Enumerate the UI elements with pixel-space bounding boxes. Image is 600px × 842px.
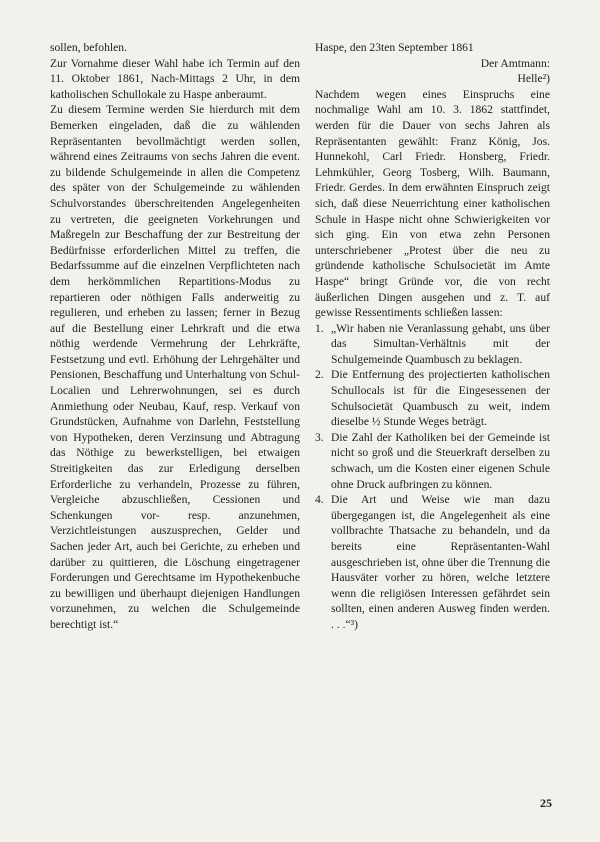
signature-name: Helle²): [517, 72, 550, 86]
list-item-text: „Wir haben nie Veranlassung gehabt, uns über das Simultan-Verhältnis mit der Schulgemeinde Quambusch zu beklagen.: [331, 321, 550, 366]
list-item-number: 1.: [315, 321, 324, 335]
signature-title: Der Amtmann:: [480, 56, 550, 70]
list-item: [315, 367, 550, 429]
list-item-text: Die Zahl der Katholiken bei der Gemeinde ist nicht so groß und die Steuerkraft derselben zu schwach, um die Kosten einer eigenen Schule ohne Druck aufbringen zu können.: [331, 430, 550, 491]
list-item: [315, 492, 550, 632]
paragraph-continuation: sollen, befohlen.: [50, 41, 127, 54]
list-item-text: Die Entfernung des projectierten katholischen Schullocals ist für die Eingesessenen der Schulsocietät Quambusch zu weit, indem dieselbe ½ Stunde Weges beträgt.: [331, 368, 550, 429]
page-number: 25: [540, 796, 552, 810]
place-date-line: Haspe, den 23ten September 1861: [315, 41, 474, 54]
list-item-number: 4.: [315, 493, 324, 507]
right-column: [315, 40, 550, 633]
paragraph-election-date: Zur Vornahme dieser Wahl habe ich Termin auf den 11. Oktober 1861, Nach-Mittags 2 Uhr, in dem katholischen Schullokale zu Haspe anberaumt.: [50, 56, 300, 101]
list-item: [315, 430, 550, 492]
list-item-text: Die Art und Weise wie man dazu übergegangen ist, die Angelegenheit als eine vollbrachte Thatsache zu behandeln, und da bereits eine Repräsentanten-Wahl ausgeschrieben ist, ohne über die Trennung die Hausväter vorher zu hören, welche letztere wenn die religiösen Interessen gefährdet sein sollten, einen anderen Ausweg finden werden. . . .“³): [331, 493, 550, 631]
paragraph-invitation: Zu diesem Termine werden Sie hierdurch mit dem Bemerken eingeladen, daß die zu wählenden Repräsentanten bevollmächtigt werden sollen, während eines Zeitraums von sechs Jahren die event. zu bildende Schulgemeinde in allen die Competenz des später von der Schulgemeinde zu wählenden Schulvorstandes überschreitenden Angelegenheiten zu vertreten, die geeigneten Vorkehrungen und Maßregeln zur Beschaffung der zur Bestreitung der Bedürfnisse erforderlichen Mittel zu treffen, die Bedarfssumme auf die einzelnen Verpflichteten nach dem herkömmlichen Repartitions-Modus zu repartieren oder nöthigen Falls anderweitig zu regulieren, und erheben zu lassen; ferner in Bezug auf die Bestellung einer Lehrkraft und die etwa nöthig werdende Vermehrung der Lehrkräfte, Festsetzung und evtl. Erhöhung der Lehrgehälter und Pensionen, Beschaffung und Unterhaltung von Schul-Localien und Lehrerwohnungen, sei es durch Anmiethung oder Neubau, Kauf, resp. Verkauf von Grundstücken, Aufnahme von Darlehn, Feststellung von Hypotheken, deren Verzinsung und Abtragung das Nöthige zu bewerkstelligen, bei etwaigen Streitigkeiten das zur Erledigung derselben Erforderliche zu verhandeln, Prozesse zu führen, Vergleiche abzuschließen, Cessionen und Schenkungen vor- resp. anzunehmen, Verzichtleistungen auszusprechen, Gelder und Sachen jeder Art, auch bei Gerichte, zu erheben und darüber zu quittieren, die Löschung eingetragener Forderungen und Gerechtsame im Hypothekenbuche zu bewilligen und überhaupt diejenigen Handlungen vorzunehmen, zu welchen die Schulgemeinde berechtigt ist.“: [50, 103, 300, 631]
list-item-number: 2.: [315, 368, 324, 382]
paragraph-reelection: Nachdem wegen eines Einspruchs eine nochmalige Wahl am 10. 3. 1862 stattfindet, werden für die Dauer von sechs Jahren als Repräsentanten gewählt: Franz König, Jos. Hunnekohl, Carl Friedr. Honsberg, Friedr. Lehmkühler, Georg Tosberg, Wilh. Baumann, Friedr. Gerdes. In dem erwähnten Einspruch zeigt sich, daß diese Neuerrichtung einer katholischen Schule in Haspe nicht ohne Schwierigkeiten vor sich ging. Ein von etwa zehn Personen unterschriebener „Protest über die neu zu gründende katholische Schulsocietät im Amte Haspe“ bringt Gründe vor, die von recht äußerlichen Dingen ausgehen und z. T. auf gewisse Ressentiments schließen lassen:: [315, 87, 550, 320]
list-item-number: 3.: [315, 430, 324, 444]
left-column: [50, 40, 300, 633]
protest-reasons-list: [315, 321, 550, 633]
list-item: [315, 321, 550, 368]
